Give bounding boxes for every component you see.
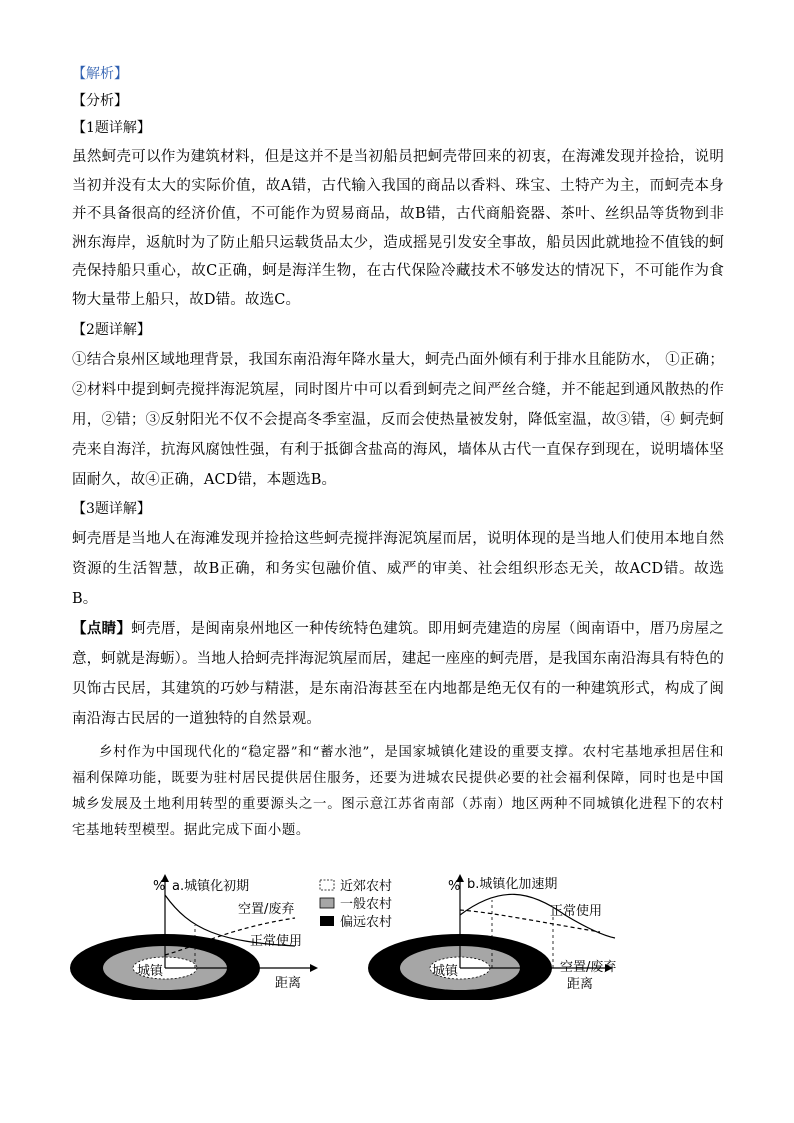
panel-b-normal-label: 正常使用 <box>550 904 603 919</box>
legend-swatch-middle <box>320 898 334 908</box>
panel-b-vacant-label: 空置/废弃 <box>560 960 617 975</box>
panel-a-normal-label: 正常使用 <box>250 934 303 949</box>
panel-b-y-label: % <box>448 879 461 894</box>
panel-b-title: b.城镇化加速期 <box>467 877 558 892</box>
legend-item-outer: 偏远农村 <box>340 915 393 930</box>
dianjing-paragraph <box>72 614 724 734</box>
legend <box>320 878 392 930</box>
q2-heading: 【2题详解】 <box>72 321 151 338</box>
q2-body: ①结合泉州区域地理背景，我国东南沿海年降水量大，蚵壳凸面外倾有利于排水且能防水， ①正确；②材料中提到蚵壳搅拌海泥筑屋，同时图片中可以看到蚵壳之间严丝合缝，并不能起到通风散热的作用，②错；③反射阳光不仅不会提高冬季室温，反而会使热量被发射，降低室温，故③错，④ 蚵壳蚵壳来自海洋，抗海风腐蚀性强，有利于抵御含盐高的海风，墙体从古代一直保存到现在，说明墙体坚固耐久，故④正确，ACD错，本题选B。 <box>72 351 724 488</box>
legend-swatch-outer <box>320 916 334 926</box>
panel-b-x-label: 距离 <box>567 977 594 992</box>
dianjing-label: 【点睛】 <box>72 619 132 637</box>
panel-a-vacant-label: 空置/废弃 <box>238 902 295 917</box>
legend-swatch-inner <box>320 880 334 890</box>
legend-item-inner: 近郊农村 <box>340 879 393 894</box>
panel-a-center-label: 城镇 <box>137 964 164 979</box>
legend-item-middle: 一般农村 <box>340 897 393 912</box>
dianjing-body: 蚵壳厝，是闽南泉州地区一种传统特色建筑。即用蚵壳建造的房屋（闽南语中，厝乃房屋之意，蚵就是海蛎）。当地人拾蚵壳拌海泥筑屋而居，建起一座座的蚵壳厝，是我国东南沿海具有特色的贝饰古民居，其建筑的巧妙与精湛，是东南沿海甚至在内地都是绝无仅有的一种建筑形式，构成了闽南沿海古民居的一道独特的自然景观。 <box>72 620 724 727</box>
q1-heading: 【1题详解】 <box>72 120 151 136</box>
panel-a-title: a.城镇化初期 <box>172 879 250 894</box>
q1-body: 虽然蚵壳可以作为建筑材料，但是这并不是当初船员把蚵壳带回来的初衷，在海滩发现并捡拾，说明当初并没有太大的实际价值，故A错，古代输入我国的商品以香料、珠宝、土特产为主，而蚵壳本身并不具备很高的经济价值，不可能作为贸易商品，故B错，古代商船瓷器、茶叶、丝织品等货物到非洲东海岸，返航时为了防止船只运载货品太少，造成摇晃引发安全事故，船员因此就地捡不值钱的蚵壳保持船只重心，故C正确，蚵是海洋生物，在古代保险冷藏技术不够发达的情况下，不可能作为食物大量带上船只，故D错。故选C。 <box>72 149 724 308</box>
panel-a-x-label: 距离 <box>275 976 302 991</box>
panel-b-center-label: 城镇 <box>432 964 459 979</box>
panel-a <box>70 874 318 1000</box>
q3-body: 蚵壳厝是当地人在海滩发现并捡拾这些蚵壳搅拌海泥筑屋而居，说明体现的是当地人们使用本地自然资源的生活智慧，故B正确，和务实包融价值、威严的审美、社会组织形态无关，故ACD错。故选B。 <box>72 530 724 607</box>
homestead-transition-figure <box>60 870 740 1000</box>
section-jiexi: 【解析】 <box>72 66 128 82</box>
material-paragraph: 乡村作为中国现代化的“稳定器”和“蓄水池”，是国家城镇化建设的重要支撑。农村宅基地承担居住和福利保障功能，既要为驻村居民提供居住服务，还要为进城农民提供必要的社会福利保障，同时也是中国城乡发展及土地利用转型的重要源头之一。图示意江苏省南部（苏南）地区两种不同城镇化进程下的农村宅基地转型模型。据此完成下面小题。 <box>72 744 724 838</box>
q3-heading: 【3题详解】 <box>72 500 151 517</box>
section-fenxi: 【分析】 <box>72 93 128 109</box>
panel-b <box>368 874 616 1000</box>
panel-a-y-label: % <box>153 879 166 894</box>
answer-document <box>72 62 724 844</box>
